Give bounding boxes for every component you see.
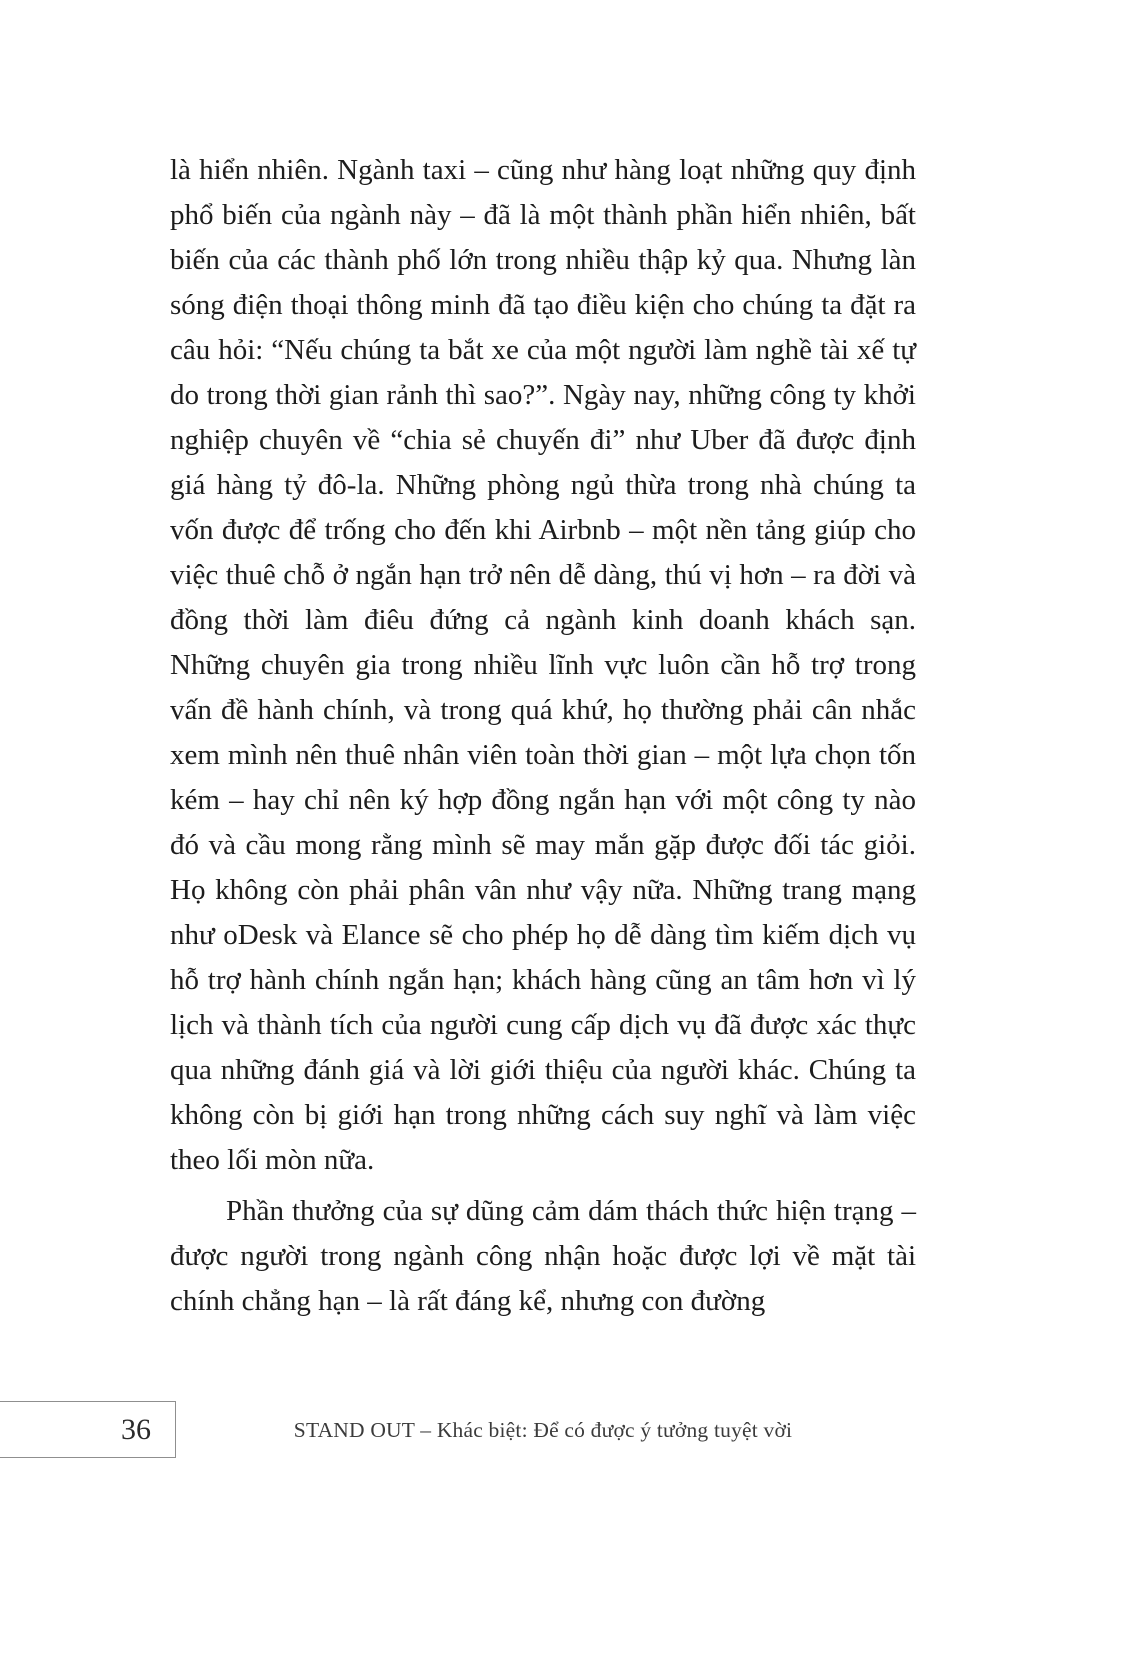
page-number: 36: [121, 1412, 151, 1446]
footer-running-title: STAND OUT – Khác biệt: Để có được ý tưởng tuyệt vời: [293, 1418, 793, 1442]
page-body: [170, 148, 916, 1324]
paragraph: Phần thưởng của sự dũng cảm dám thách thức hiện trạng – được người trong ngành công nhận hoặc được lợi về mặt tài chính chẳng hạn – là rất đáng kể, nhưng con đường: [170, 1195, 916, 1317]
page-number-box: [0, 1401, 176, 1458]
paragraph-continued: là hiển nhiên. Ngành taxi – cũng như hàng loạt những quy định phổ biến của ngành này – đã là một thành phần hiển nhiên, bất biến của các thành phố lớn trong nhiều thập kỷ qua. Nhưng làn sóng điện thoại thông minh đã tạo điều kiện cho chúng ta đặt ra câu hỏi: “Nếu chúng ta bắt xe của một người làm nghề tài xế tự do trong thời gian rảnh thì sao?”. Ngày nay, những công ty khởi nghiệp chuyên về “chia sẻ chuyến đi” như Uber đã được định giá hàng tỷ đô-la. Những phòng ngủ thừa trong nhà chúng ta vốn được để trống cho đến khi Airbnb – một nền tảng giúp cho việc thuê chỗ ở ngắn hạn trở nên dễ dàng, thú vị hơn – ra đời và đồng thời làm điêu đứng cả ngành kinh doanh khách sạn. Những chuyên gia trong nhiều lĩnh vực luôn cần hỗ trợ trong vấn đề hành chính, và trong quá khứ, họ thường phải cân nhắc xem mình nên thuê nhân viên toàn thời gian – một lựa chọn tốn kém – hay chỉ nên ký hợp đồng ngắn hạn với một công ty nào đó và cầu mong rằng mình sẽ may mắn gặp được đối tác giỏi. Họ không còn phải phân vân như vậy nữa. Những trang mạng như oDesk và Elance sẽ cho phép họ dễ dàng tìm kiếm dịch vụ hỗ trợ hành chính ngắn hạn; khách hàng cũng an tâm hơn vì lý lịch và thành tích của người cung cấp dịch vụ đã được xác thực qua những đánh giá và lời giới thiệu của người khác. Chúng ta không còn bị giới hạn trong những cách suy nghĩ và làm việc theo lối mòn nữa.: [170, 154, 916, 1176]
